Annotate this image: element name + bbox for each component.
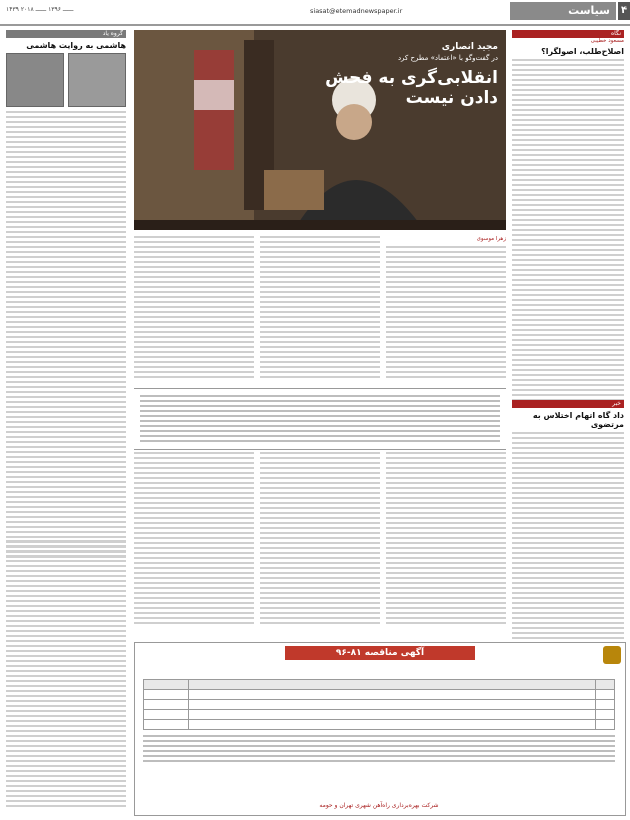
ad-footer: شرکت بهره‌برداری راه‌آهن شهری تهران و حومه — [319, 802, 439, 809]
right-column — [512, 30, 624, 395]
news-headline: داد گاه اتهام اختلاس به مرتضوی — [532, 411, 624, 429]
lead-text-col-6 — [134, 452, 254, 627]
lead-story-text-continued — [134, 452, 506, 632]
section-email[interactable]: siasat@etemadnewspaper.ir — [310, 7, 403, 15]
lead-text-col-5 — [260, 452, 380, 627]
lead-headline: انقلابی‌گری به فحش دادن نیست — [325, 68, 498, 108]
ad-table — [143, 679, 615, 730]
lead-text-col-4 — [386, 452, 506, 627]
right-column-headline: اصلاح‌طلب، اصولگرا؟ — [541, 47, 624, 56]
lead-text-col-1 — [386, 246, 506, 381]
left-column-headline: هاشمی به روایت هاشمی — [26, 41, 126, 50]
news-text — [512, 432, 624, 649]
lead-text-col-3 — [134, 236, 254, 381]
left-column-text-continued — [6, 540, 126, 810]
left-column-tag: گروه یاد — [6, 30, 126, 38]
news-tag: خبر — [512, 400, 624, 408]
ad-title: آگهی مناقصه ۸۱-۹۶ — [285, 646, 475, 660]
table-row — [144, 700, 615, 710]
lead-headline-block — [298, 42, 498, 108]
right-column-author: مسعود خطیبی — [590, 38, 624, 44]
page-number: ۴ — [618, 2, 630, 20]
pull-quote — [134, 388, 506, 450]
right-column-tag: نگاه — [512, 30, 624, 38]
left-column — [6, 30, 126, 530]
table-row — [144, 710, 615, 720]
portrait-image — [6, 53, 64, 107]
ad-body-text — [143, 735, 615, 765]
lead-story-byline: زهرا موسوی — [476, 236, 506, 242]
lead-subtitle: در گفت‌وگو با «اعتماد» مطرح کرد — [397, 54, 498, 62]
portrait-image — [68, 53, 126, 107]
left-column-text — [6, 111, 126, 558]
right-column-text — [512, 59, 624, 406]
metro-logo-icon — [603, 646, 621, 664]
pull-quote-text — [140, 395, 500, 445]
left-column-portraits — [6, 53, 126, 107]
masthead — [0, 0, 630, 26]
table-row — [144, 720, 615, 730]
right-column-news — [512, 400, 624, 632]
section-title: سیاست — [510, 2, 616, 20]
lead-photo — [134, 30, 506, 230]
lead-story-text — [134, 236, 506, 386]
tender-advertisement — [134, 642, 626, 816]
lead-text-col-2 — [260, 236, 380, 381]
table-row — [144, 680, 615, 690]
issue-date-line: ۱۴۳۹ ــــــ ۱۳۹۶ ــــــ ۲۰۱۸ — [6, 6, 74, 13]
table-row — [144, 690, 615, 700]
lead-subtitle-name: مجید انصاری — [441, 42, 498, 52]
